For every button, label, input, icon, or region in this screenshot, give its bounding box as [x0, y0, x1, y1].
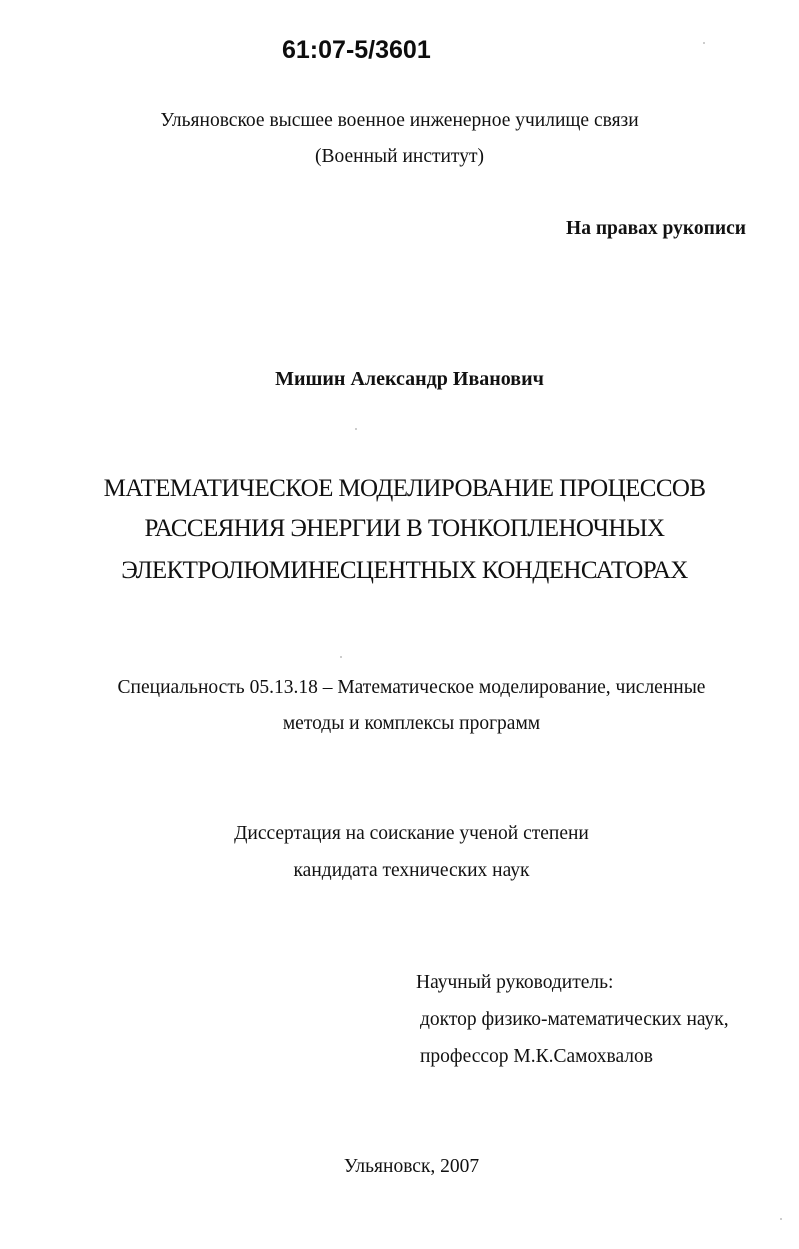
supervisor-name: профессор М.К.Самохвалов — [420, 1046, 653, 1067]
scan-speck — [355, 428, 357, 430]
thesis-title-line-2: РАССЕЯНИЯ ЭНЕРГИИ В ТОНКОПЛЕНОЧНЫХ — [144, 515, 665, 542]
specialty-line-2: методы и комплексы программ — [282, 713, 541, 734]
scan-speck — [780, 1218, 782, 1220]
rights-note: На правах рукописи — [566, 218, 746, 239]
scan-speck — [703, 42, 705, 44]
thesis-title-line-1: МАТЕМАТИЧЕСКОЕ МОДЕЛИРОВАНИЕ ПРОЦЕССОВ — [103, 475, 706, 502]
scan-speck — [340, 656, 342, 658]
dissertation-line-1: Диссертация на соискание ученой степени — [234, 823, 589, 844]
supervisor-degree: доктор физико-математических наук, — [420, 1009, 729, 1030]
city-year: Ульяновск, 2007 — [343, 1156, 480, 1177]
thesis-title-line-3: ЭЛЕКТРОЛЮМИНЕСЦЕНТНЫХ КОНДЕНСАТОРАХ — [121, 557, 688, 584]
supervisor-label: Научный руководитель: — [416, 972, 614, 993]
author-name: Мишин Александр Иванович — [275, 368, 544, 390]
specialty-line-1: Специальность 05.13.18 – Математическое моделирование, численные — [117, 677, 706, 698]
organization-subtitle: (Военный институт) — [315, 146, 484, 167]
dissertation-line-2: кандидата технических наук — [293, 860, 530, 881]
library-stamp-number: 61:07-5/3601 — [282, 36, 431, 64]
organization-name: Ульяновское высшее военное инженерное училище связи — [160, 110, 639, 131]
